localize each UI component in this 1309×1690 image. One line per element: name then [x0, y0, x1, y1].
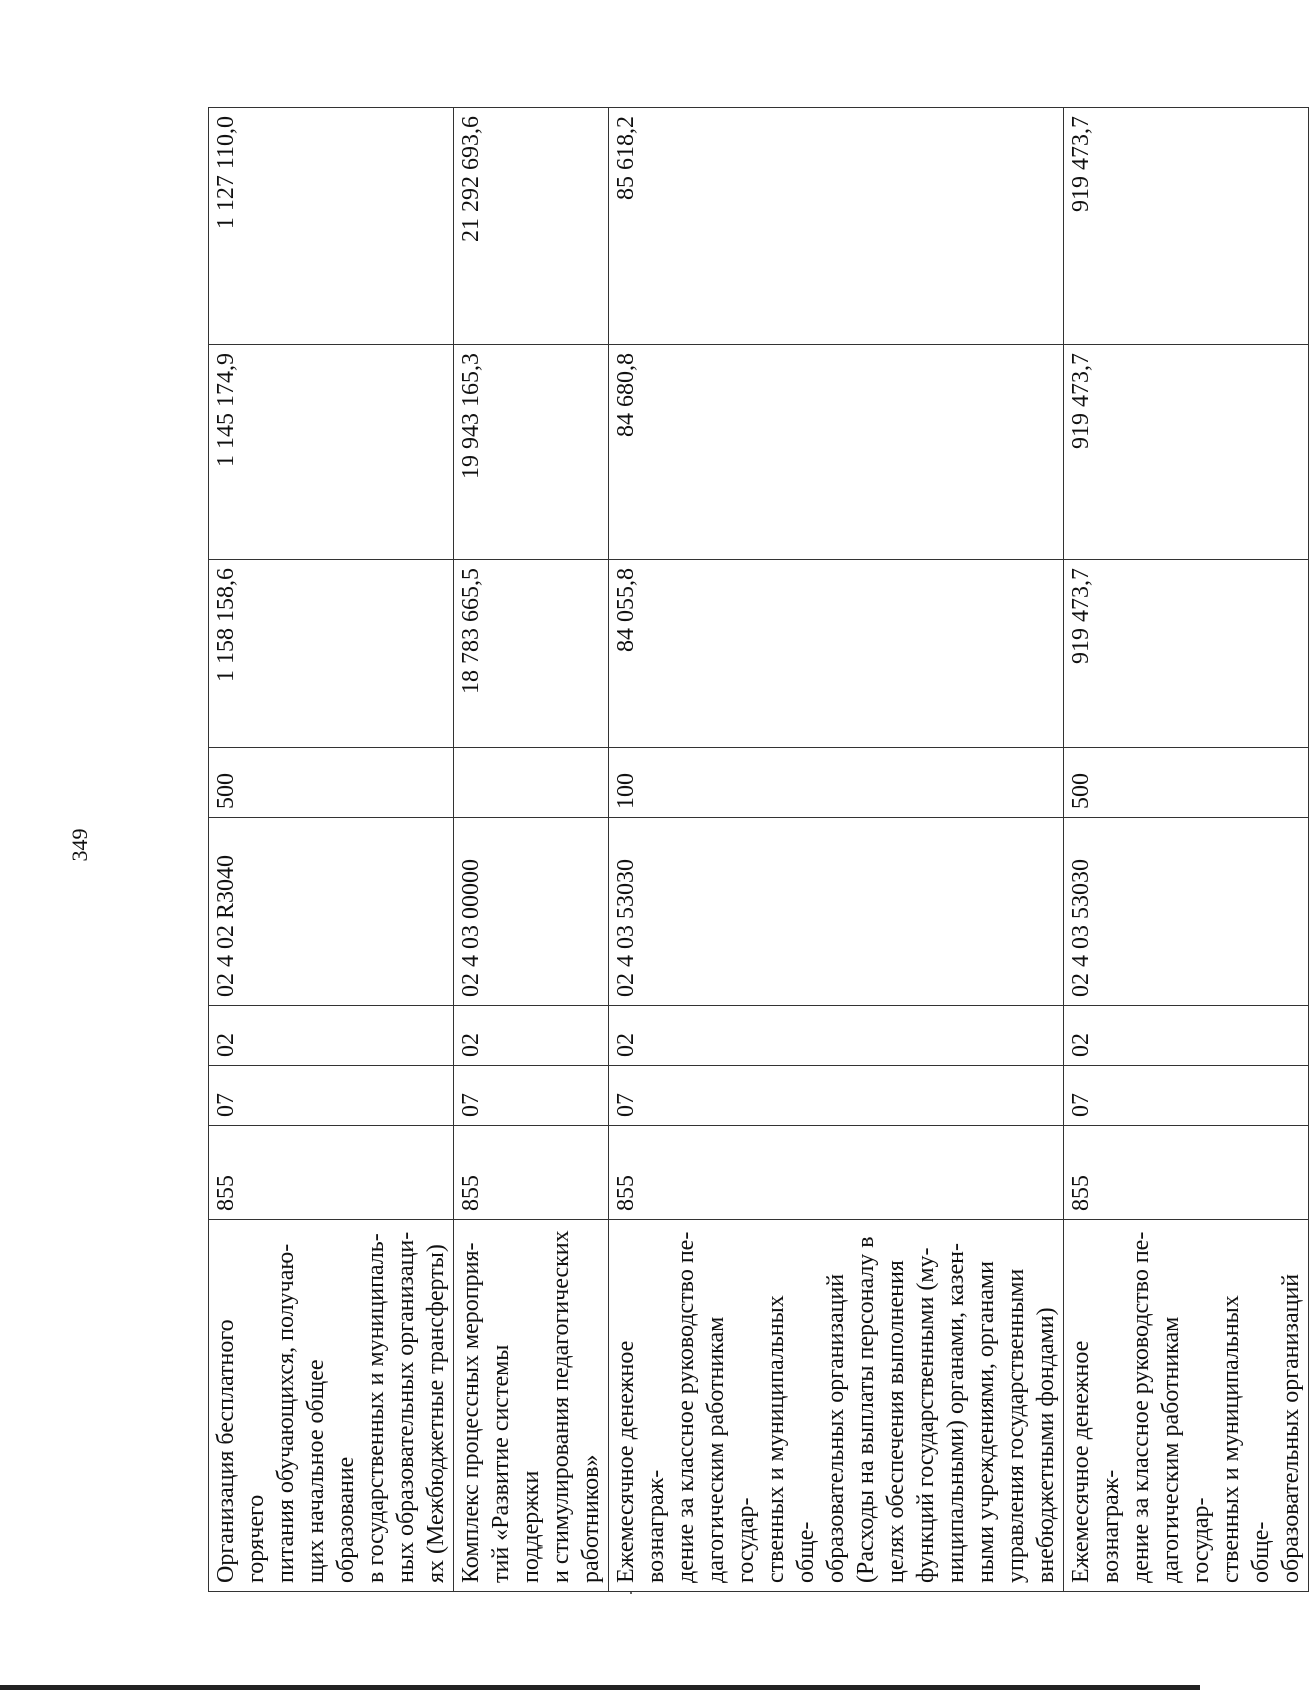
row-name-cell — [1064, 1220, 1309, 1592]
section-code: 07 — [609, 1066, 1064, 1126]
row-name: Ежемесячное денежное вознаграж- дение за классное руководство пе- дагогическим работникам государ- ственных и муниципальных обще- образовательных организаций — [1068, 1231, 1304, 1583]
target-article-code: 02 4 02 R3040 — [209, 818, 454, 1006]
expense-type-code: 500 — [1064, 748, 1309, 818]
amount-year-1: 84 055,8 — [609, 560, 1064, 748]
amount-year-1: 919 473,7 — [1064, 560, 1309, 748]
target-article-code: 02 4 03 53030 — [1064, 818, 1309, 1006]
expense-type-code — [454, 748, 609, 818]
ministry-code: 855 — [209, 1126, 454, 1220]
row-name: Комплекс процессных мероприя- тий «Развитие системы поддержки и стимулирования педагогических работников» — [458, 1230, 604, 1583]
amount-year-3: 85 618,2 — [609, 108, 1064, 345]
subsection-code: 02 — [454, 1006, 609, 1066]
amount-year-3: 21 292 693,6 — [454, 108, 609, 345]
row-name: Организация бесплатного горячего питания обучающихся, получаю- щих начальное общее образование в государственных и муниципаль- ных образовательных организаци- ях (Межбюджетные трансферты) — [213, 1231, 449, 1583]
ministry-code: 855 — [1064, 1126, 1309, 1220]
expense-type-code: 500 — [209, 748, 454, 818]
table-row — [609, 108, 1064, 1592]
subsection-code: 02 — [609, 1006, 1064, 1066]
amount-year-1: 18 783 665,5 — [454, 560, 609, 748]
row-name-cell — [609, 1220, 1064, 1592]
target-article-code: 02 4 03 53030 — [609, 818, 1064, 1006]
amount-year-2: 19 943 165,3 — [454, 345, 609, 560]
amount-year-2: 84 680,8 — [609, 345, 1064, 560]
amount-year-3: 1 127 110,0 — [209, 108, 454, 345]
expense-type-code: 100 — [609, 748, 1064, 818]
ministry-code: 855 — [454, 1126, 609, 1220]
table-row — [1064, 108, 1309, 1592]
target-article-code: 02 4 03 00000 — [454, 818, 609, 1006]
section-code: 07 — [1064, 1066, 1309, 1126]
page-number: 349 — [67, 828, 92, 862]
section-code: 07 — [454, 1066, 609, 1126]
budget-table — [208, 107, 1309, 1592]
table-row — [209, 108, 454, 1592]
amount-year-1: 1 158 158,6 — [209, 560, 454, 748]
bottom-scan-edge — [0, 1685, 1200, 1690]
ministry-code: 855 — [609, 1126, 1064, 1220]
row-name: Ежемесячное денежное вознаграж- дение за классное руководство пе- дагогическим работникам государ- ственных и муниципальных обще- образовательных организаций (Расходы на выплаты персоналу в целях обеспечения выполнения функций государственными (му- ниципальными) органами, казен- ными учреждениями, органами управления государственными внебюджетными фондами) — [613, 1231, 1059, 1583]
amount-year-2: 1 145 174,9 — [209, 345, 454, 560]
scan-speck — [630, 1592, 632, 1594]
budget-table-rotated — [208, 108, 1304, 1592]
table-row — [454, 108, 609, 1592]
row-name-cell — [209, 1220, 454, 1592]
amount-year-3: 919 473,7 — [1064, 108, 1309, 345]
row-name-cell — [454, 1220, 609, 1592]
amount-year-2: 919 473,7 — [1064, 345, 1309, 560]
section-code: 07 — [209, 1066, 454, 1126]
subsection-code: 02 — [1064, 1006, 1309, 1066]
subsection-code: 02 — [209, 1006, 454, 1066]
